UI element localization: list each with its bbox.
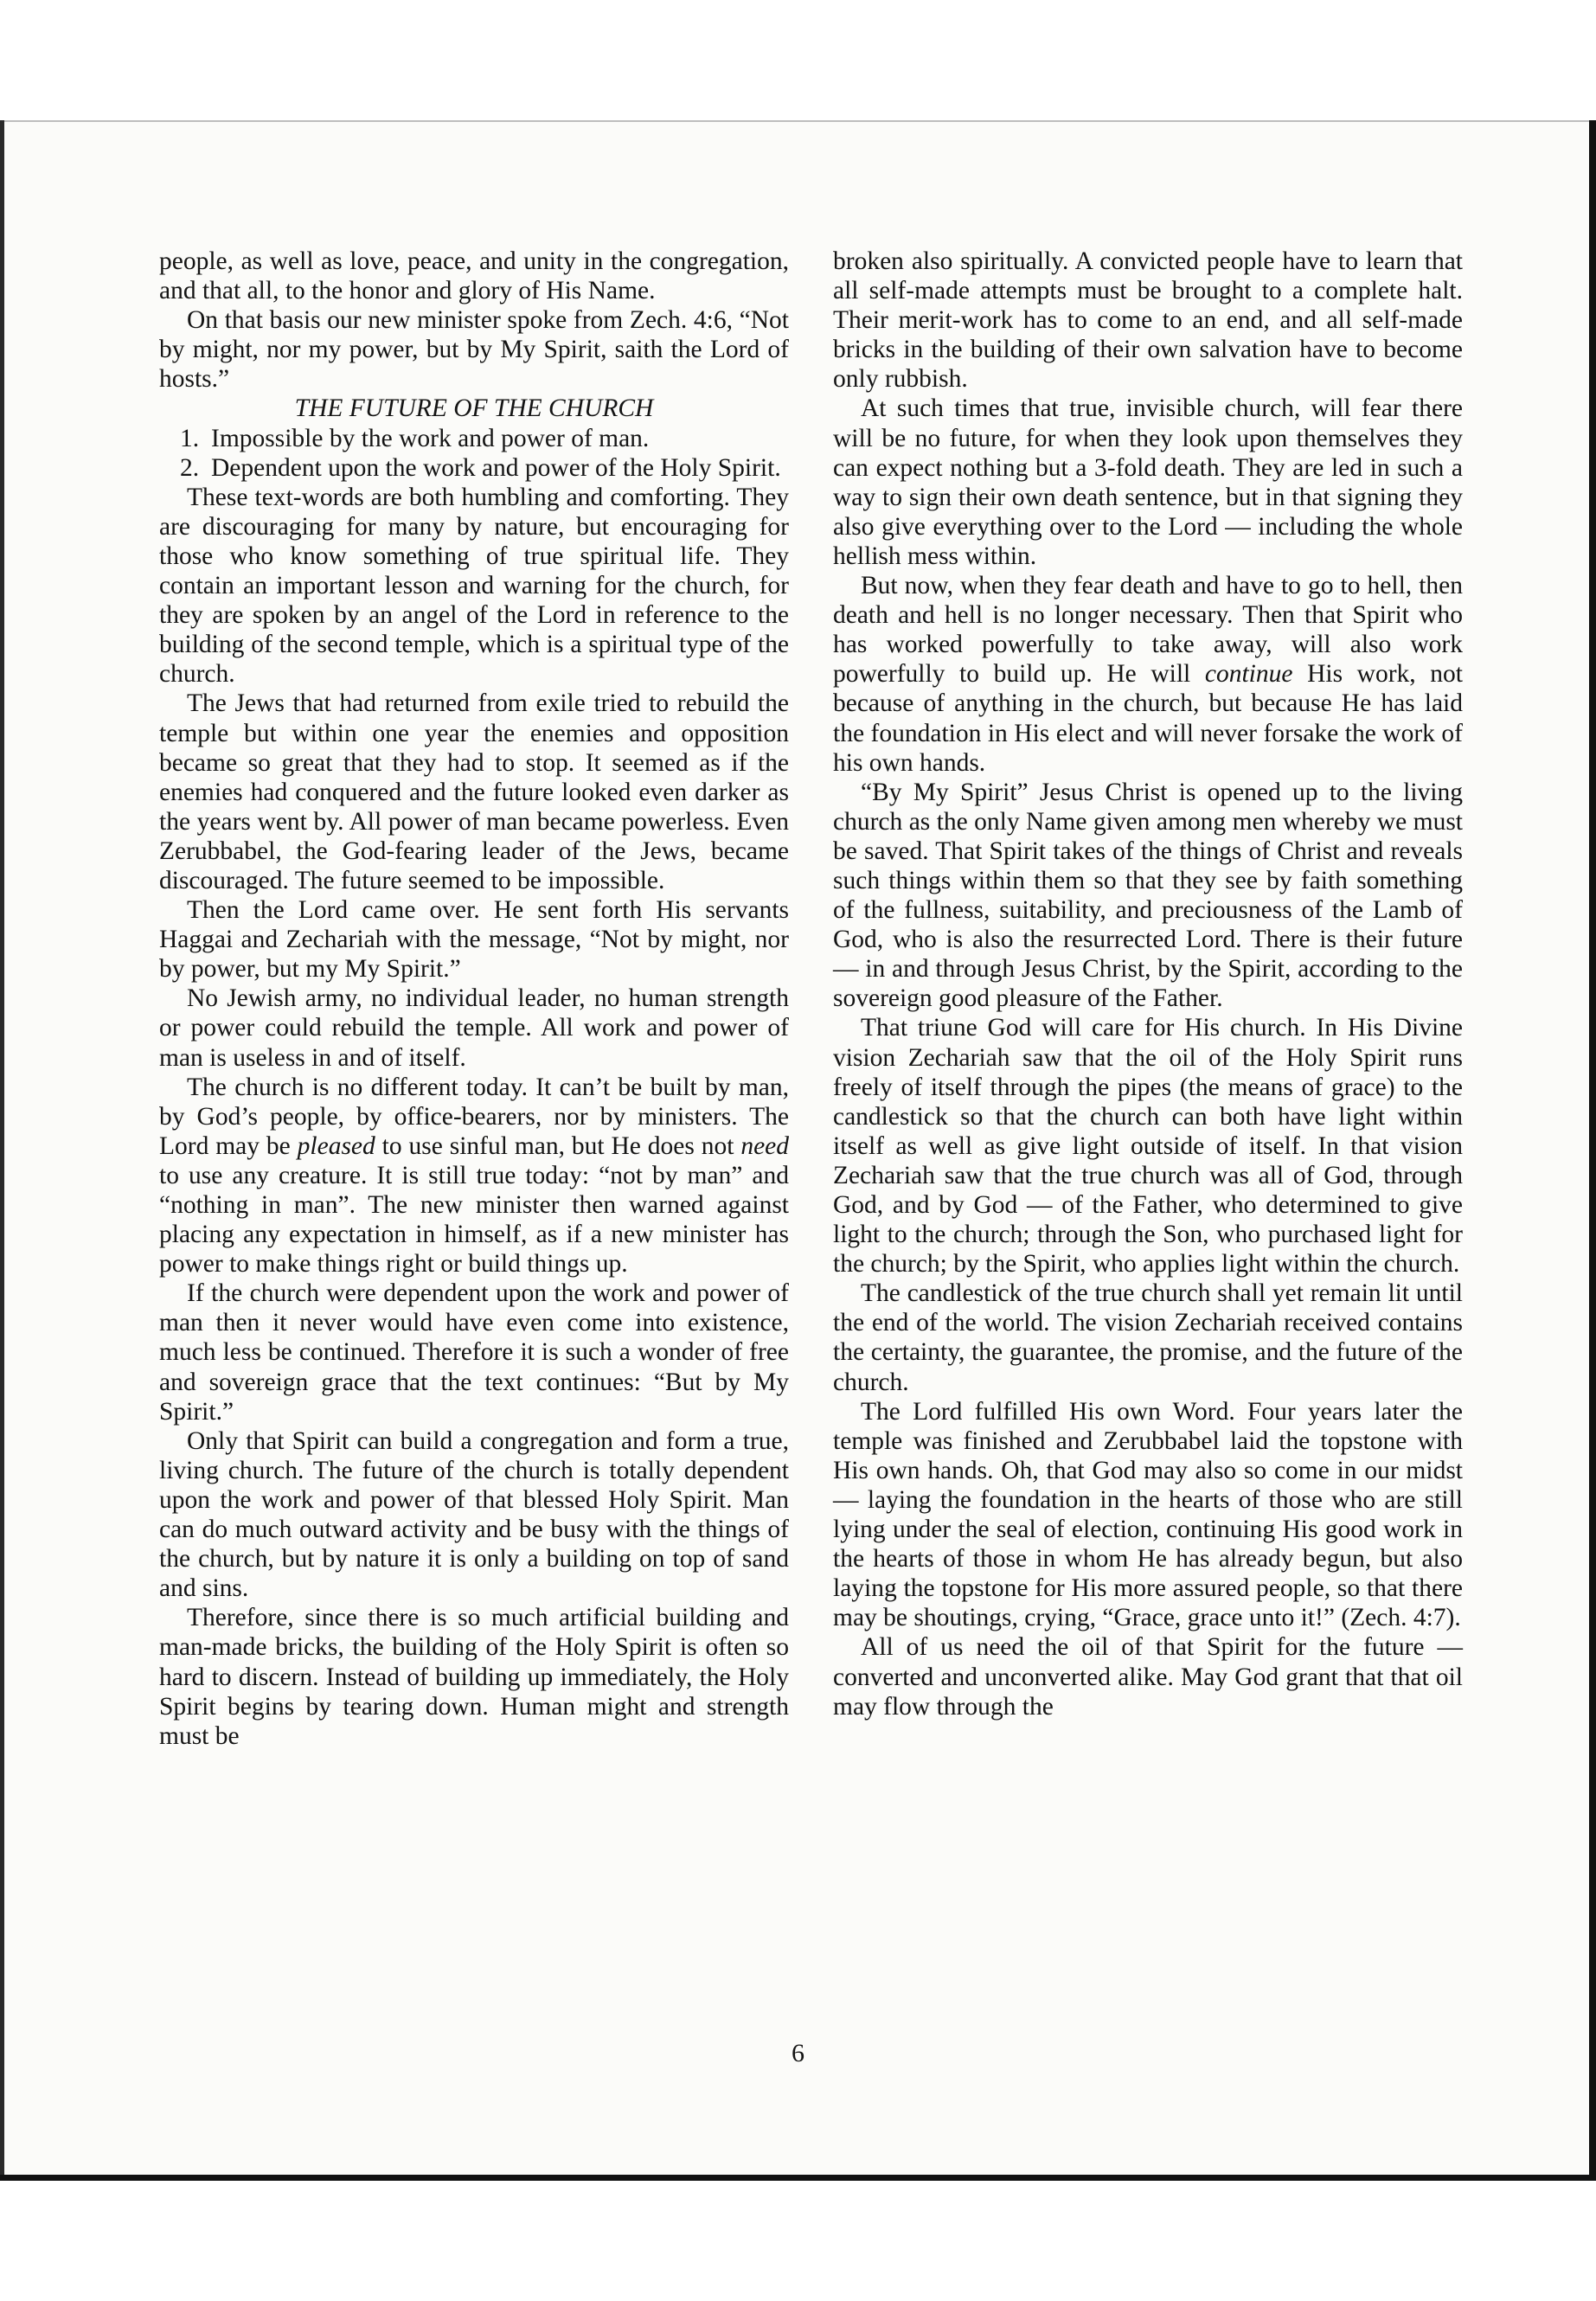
left-column <box>159 247 789 1751</box>
paragraph: The Jews that had returned from exile tried to rebuild the temple but within one year the enemies and opposition became so great that they had to stop. It seemed as if the enemies had conquered and the future looked even darker as the years went by. All power of man became powerless. Even Zerubbabel, the God-fearing leader of the Jews, became discouraged. The future seemed to be impossible. <box>159 689 789 894</box>
outline-number: 2. <box>180 453 200 482</box>
scan-right-edge <box>1589 120 1596 2181</box>
outline-item <box>159 424 789 453</box>
paragraph: The Lord fulfilled His own Word. Four years later the temple was finished and Zerubbabel laid the topstone with His own hands. Oh, that God may also so come in our midst — laying the foundation in the hearts of those who are still lying under the seal of election, continuing His good work in the hearts of those in whom He has already begun, but also laying the topstone for His more assured people, so that there may be shoutings, crying, “Grace, grace unto it!” (Zech. 4:7). <box>833 1397 1463 1632</box>
paragraph <box>833 571 1463 778</box>
emphasis: pleased <box>297 1131 375 1160</box>
outline-item <box>159 453 789 483</box>
paragraph: Then the Lord came over. He sent forth His servants Haggai and Zechariah with the message, “Not by might, nor by power, but my My Spirit.” <box>159 896 789 984</box>
outline-text: Impossible by the work and power of man. <box>211 424 650 452</box>
emphasis: continue <box>1204 660 1293 689</box>
paragraph: All of us need the oil of that Spirit for the future — converted and unconverted alike. May God grant that that oil may flow through the <box>833 1633 1463 1721</box>
paragraph: If the church were dependent upon the work and power of man then it never would have even come into existence, much less be continued. Therefore it is such a wonder of free and sovereign grace that the text continues: “But by My Spirit.” <box>159 1279 789 1426</box>
scan-bottom-edge <box>0 2175 1596 2181</box>
paragraph: At such times that true, invisible church, will fear there will be no future, for when they look upon themselves they can expect nothing but a 3-fold death. They are led in such a way to sign their own death sentence, but in that signing they also give everything over to the Lord — including the whole hellish mess within. <box>833 394 1463 570</box>
paragraph: people, as well as love, peace, and unity in the congregation, and that all, to the honor and glory of His Name. <box>159 247 789 305</box>
outline-text: Dependent upon the work and power of the Holy Spirit. <box>211 453 781 482</box>
paragraph <box>159 1073 789 1279</box>
paragraph: “By My Spirit” Jesus Christ is opened up to the living church as the only Name given among men whereby we must be saved. That Spirit takes of the things of Christ and reveals such things within them so that they see by faith something of the fullness, suitability, and preciousness of the Lamb of God, who is also the resurrected Lord. There is their future — in and through Jesus Christ, by the Spirit, according to the sovereign good pleasure of the Father. <box>833 778 1463 1013</box>
paragraph: That triune God will care for His church. In His Divine vision Zechariah saw that the oil of the Holy Spirit runs freely of itself through the pipes (the means of grace) to the candlestick so that the church can both have light within itself as well as give light outside of itself. In that vision Zechariah saw that the true church was all of God, through God, and by God — of the Father, who determined to give light to the church; through the Son, who purchased light for the church; by the Spirit, who applies light within the church. <box>833 1014 1463 1279</box>
text-run: to use sinful man, but He does not <box>375 1131 741 1160</box>
sermon-heading: THE FUTURE OF THE CHURCH <box>294 394 654 423</box>
emphasis: need <box>740 1131 789 1160</box>
sermon-outline <box>159 424 789 483</box>
paragraph: broken also spiritually. A convicted people have to learn that all self-made attempts must be brought to a complete halt. Their merit-work has to come to an end, and all self-made bricks in the building of their own salvation have to become only rubbish. <box>833 247 1463 394</box>
text-run: The church is no different today. It can’t be built by man, by God’s people, by office-bearers, nor by ministers. The Lord may be <box>159 1073 789 1160</box>
text-run: But now, when they fear death and have to go to hell, then death and hell is no longer necessary. Then that Spirit who has worked powerfully to take away, will also work powerfully to build up. He will <box>833 572 1463 689</box>
text-run: His work, not because of anything in the church, but because He has laid the foundation in His elect and will never forsake the work of his own hands. <box>833 660 1463 777</box>
paragraph: On that basis our new minister spoke from Zech. 4:6, “Not by might, nor my power, but by My Spirit, saith the Lord of hosts.” <box>159 306 789 394</box>
paragraph: Therefore, since there is so much artificial building and man-made bricks, the building of the Holy Spirit is often so hard to discern. Instead of building up immediately, the Holy Spirit begins by tearing down. Human might and strength must be <box>159 1604 789 1750</box>
paragraph: Only that Spirit can build a congregation and form a true, living church. The future of the church is totally dependent upon the work and power of that blessed Holy Spirit. Man can do much outward activity and be busy with the things of the church, but by nature it is only a building on top of sand and sins. <box>159 1426 789 1603</box>
text-run: to use any creature. It is still true today: “not by man” and “nothing in man”. The new minister then warned against placing any expectation in himself, as if a new minister has power to make things right or build things up. <box>159 1161 789 1279</box>
paragraph: The candlestick of the true church shall yet remain lit until the end of the world. The vision Zechariah received contains the certainty, the guarantee, the promise, and the future of the church. <box>833 1279 1463 1396</box>
outline-number: 1. <box>180 424 200 452</box>
paragraph: No Jewish army, no individual leader, no human strength or power could rebuild the temple. All work and power of man is useless in and of itself. <box>159 984 789 1072</box>
paragraph: These text-words are both humbling and comforting. They are discouraging for many by nature, but encouraging for those who know something of true spiritual life. They contain an important lesson and warning for the church, for they are spoken by an angel of the Lord in reference to the building of the second temple, which is a spiritual type of the church. <box>159 483 789 689</box>
scan-left-edge <box>0 120 4 2181</box>
page-number: 6 <box>792 2039 804 2067</box>
right-column <box>833 247 1463 1721</box>
